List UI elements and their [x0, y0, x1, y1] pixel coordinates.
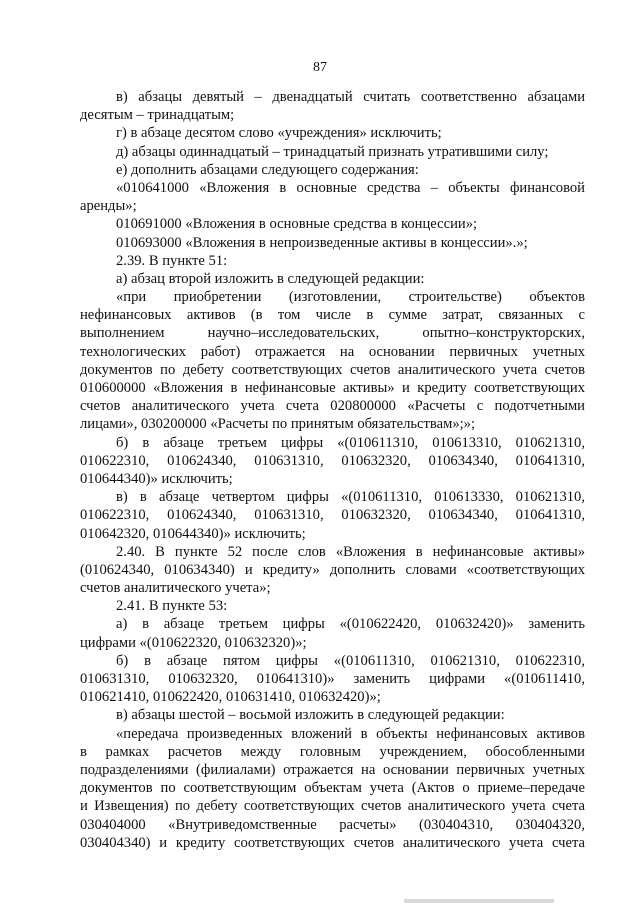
text-line: а) в абзаце третьем цифры «(010622420, 010632420)» заменить [116, 616, 585, 633]
text-line: аренды»; [80, 198, 137, 215]
text-line: д) абзацы одиннадцатый – тринадцатый признать утратившими силу; [116, 143, 549, 160]
text-line: 010693000 «Вложения в непроизведенные активы в концессии».»; [116, 234, 528, 251]
text-line: цифрами «(010622320, 010632320)»; [80, 634, 307, 651]
text-line: 2.40. В пункте 52 после слов «Вложения в нефинансовые активы» [116, 543, 585, 560]
section-heading: 2.39. В пункте 51: [116, 252, 228, 269]
text-line: а) абзац второй изложить в следующей редакции: [116, 270, 425, 287]
text-line: и Извещения) по дебету соответствующих счетов аналитического учета счета [80, 798, 585, 815]
page-number: 87 [313, 60, 327, 75]
text-line: 010621410, 010622420, 010631410, 010632420)»; [80, 689, 381, 706]
text-line: счетов аналитического учета»; [80, 580, 271, 597]
text-line: г) в абзаце десятом слово «учреждения» исключить; [116, 125, 442, 142]
text-line: технологических работ) отражается на основании первичных учетных [80, 343, 585, 360]
text-line: 010644340)» исключить; [80, 470, 233, 487]
text-line: в) абзацы шестой – восьмой изложить в следующей редакции: [116, 707, 505, 724]
text-line: «010641000 «Вложения в основные средства – объекты финансовой [116, 179, 585, 196]
text-line: 010642320, 010644340)» исключить; [80, 525, 306, 542]
text-line: лицами», 030200000 «Расчеты по принятым обязательствам»;»; [80, 416, 476, 433]
section-heading: 2.41. В пункте 53: [116, 598, 228, 615]
scan-artifact [404, 899, 554, 903]
text-line: е) дополнить абзацами следующего содержания: [116, 161, 419, 178]
text-line: 010691000 «Вложения в основные средства в концессии»; [116, 216, 478, 233]
text-line: счетов аналитического учета счета 020800000 «Расчеты с подотчетными [80, 398, 585, 415]
text-line: в рамках расчетов между головным учреждением, обособленными [80, 743, 585, 760]
text-line: 010622310, 010624340, 010631310, 010632320, 010634340, 010641310, [80, 452, 585, 469]
text-line: подразделениями (филиалами) отражается на основании первичных учетных [80, 761, 585, 778]
text-line: б) в абзаце пятом цифры «(010611310, 010621310, 010622310, [116, 652, 585, 669]
text-line: 010631310, 010632320, 010641310)» заменить цифрами «(010611410, [80, 671, 585, 687]
text-line: «при приобретении (изготовлении, строительстве) объектов [116, 289, 585, 306]
text-line: 010600000 «Вложения в нефинансовые активы» и кредиту соответствующих [80, 380, 585, 396]
document-body [80, 88, 585, 852]
text-line: десятым – тринадцатым; [80, 107, 235, 124]
text-line: нефинансовых активов (в том числе в сумме затрат, связанных с [80, 307, 585, 324]
text-line: 010622310, 010624340, 010631310, 010632320, 010634340, 010641310, [80, 507, 585, 524]
text-line: б) в абзаце третьем цифры «(010611310, 010613310, 010621310, [116, 434, 585, 451]
text-line: «передача произведенных вложений в объекты нефинансовых активов [116, 725, 585, 742]
text-line: документов по дебету соответствующих счетов аналитического учета счетов [80, 361, 585, 378]
text-line: в) в абзаце четвертом цифры «(010611310, 010613330, 010621310, [116, 489, 585, 506]
text-line: 030404000 «Внутриведомственные расчеты» (030404310, 030404320, [80, 816, 585, 833]
text-line: документов по соответствующим объектам учета (Актов о приеме–передаче [80, 780, 585, 797]
text-line: выполнением научно–исследовательских, опытно–конструкторских, [80, 325, 585, 342]
text-line: (010624340, 010634340) и кредиту» дополнить словами «соответствующих [80, 561, 585, 578]
text-line: в) абзацы девятый – двенадцатый считать соответственно абзацами [116, 89, 585, 105]
text-line: 030404340) и кредиту соответствующих счетов аналитического учета счета [80, 834, 585, 851]
